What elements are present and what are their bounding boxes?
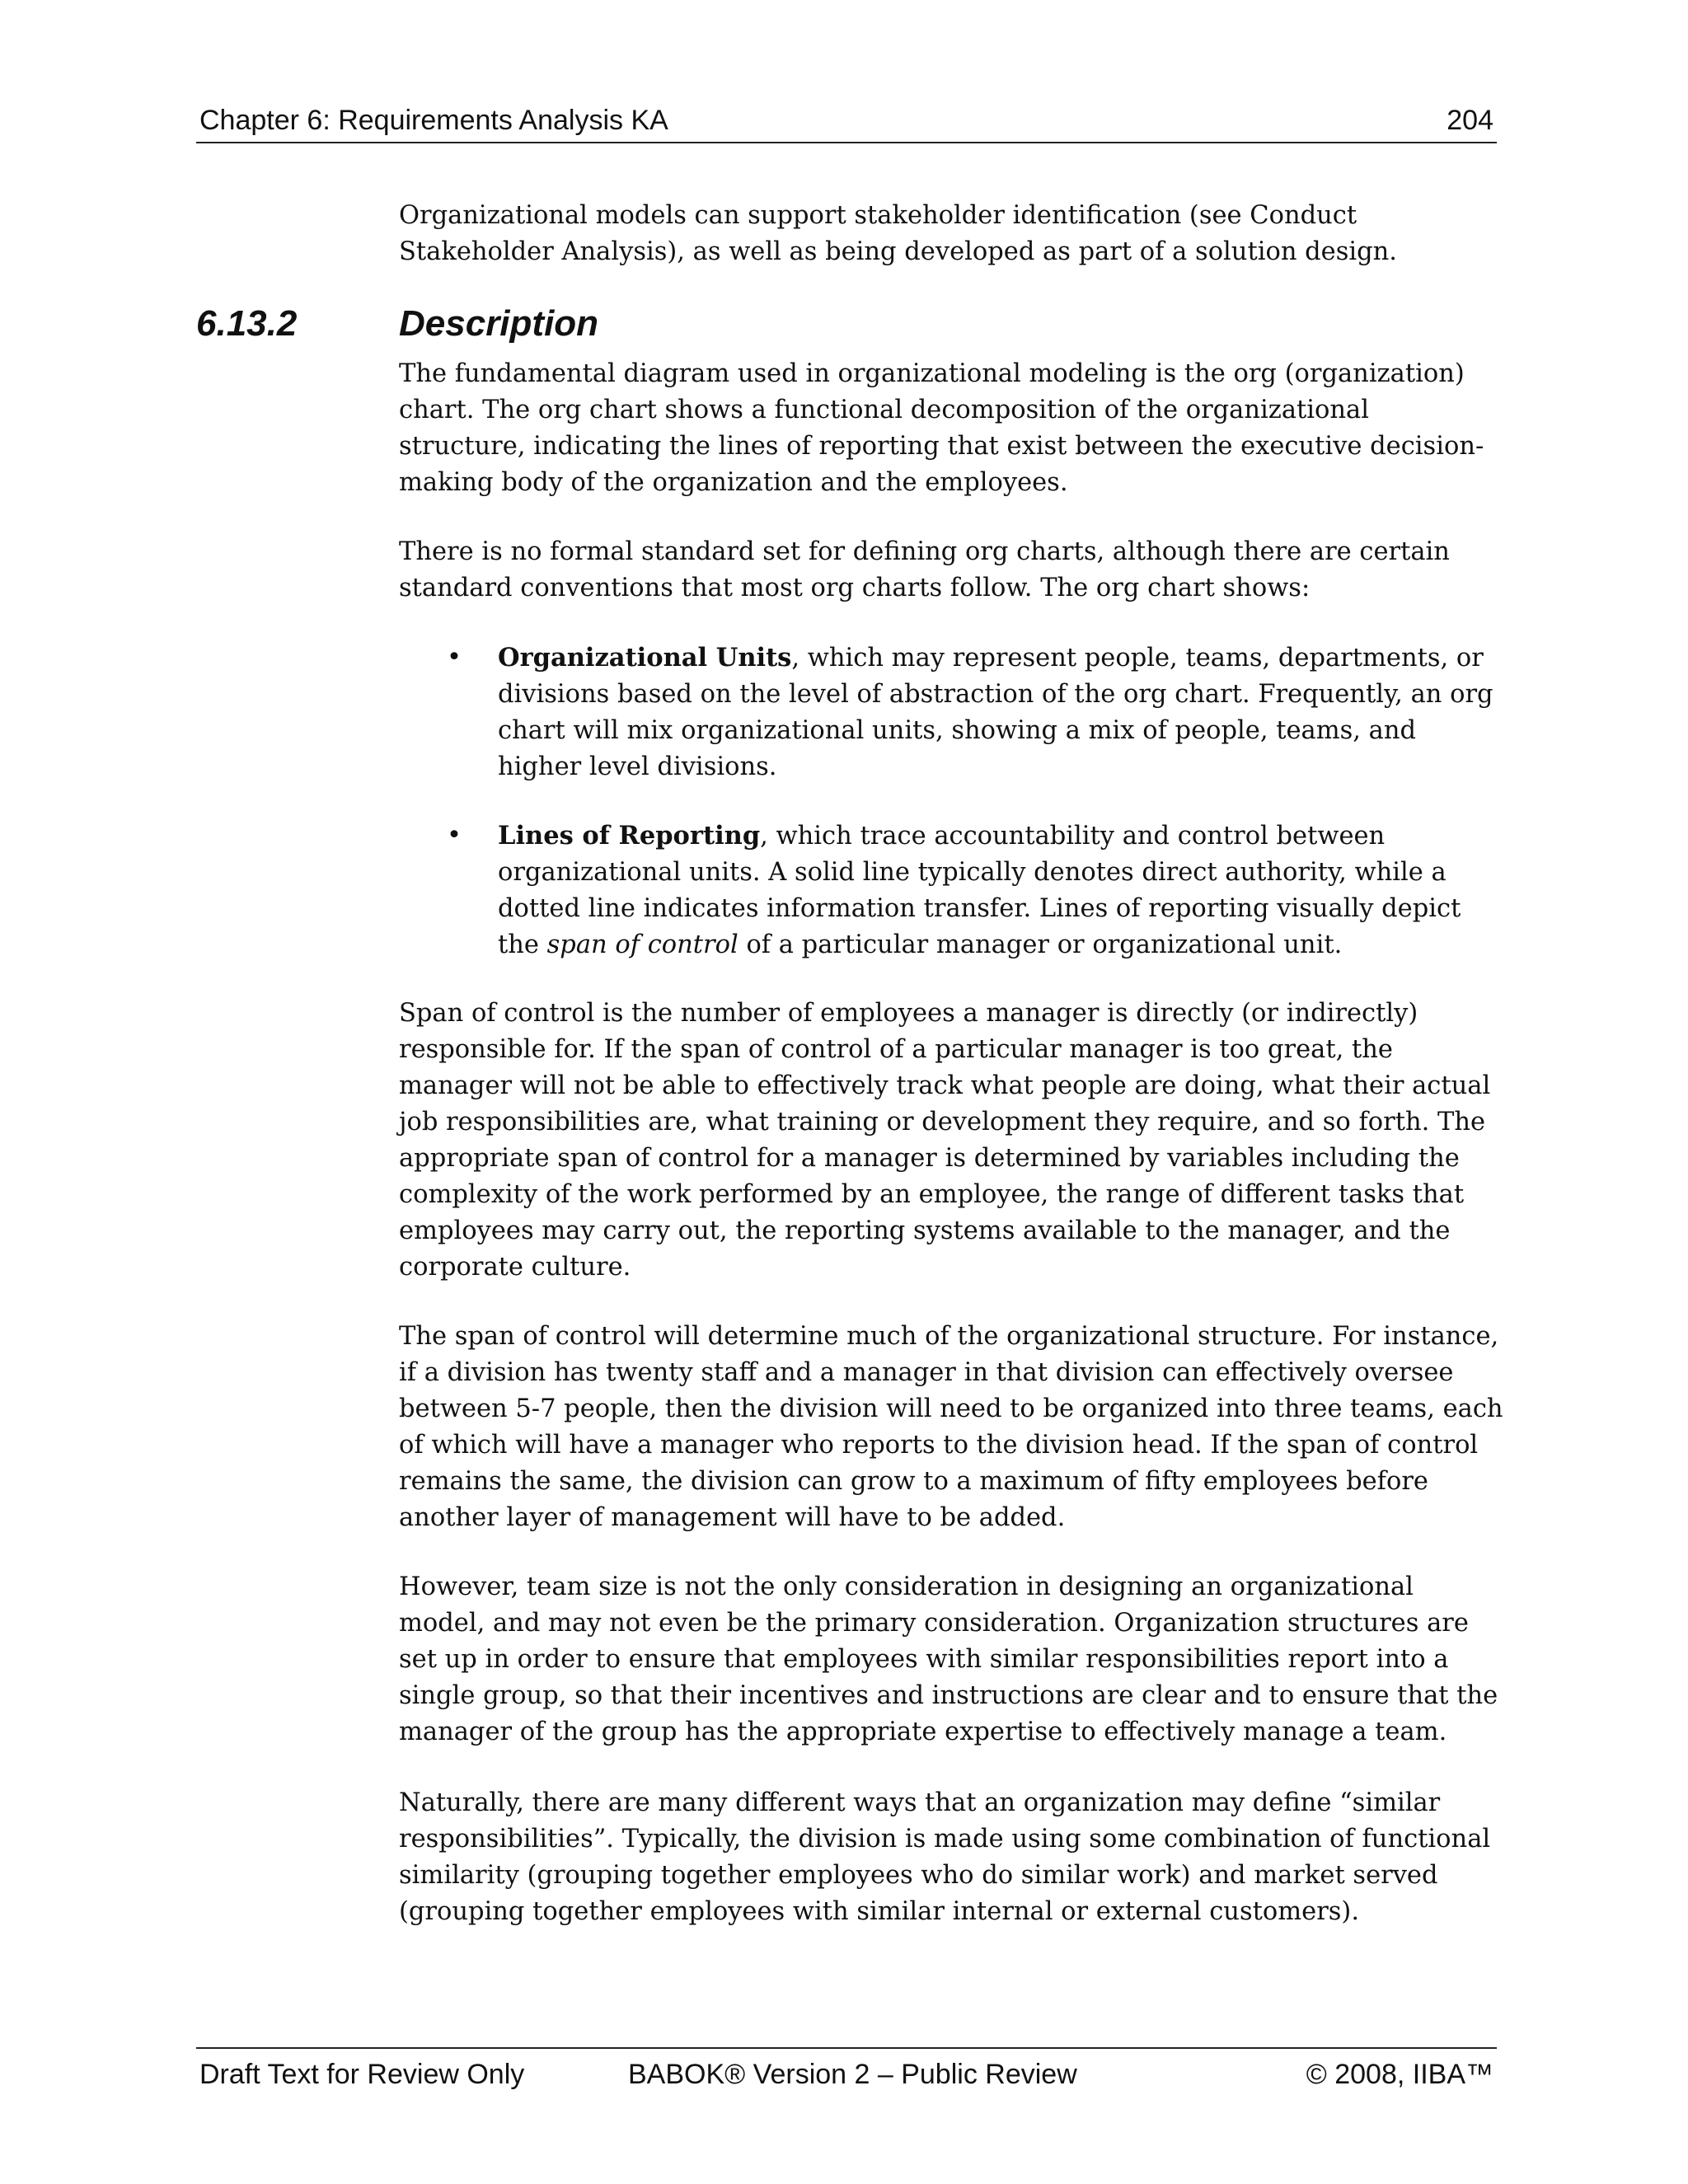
intro-paragraph <box>399 198 1503 270</box>
paragraph-text: The fundamental diagram used in organizational modeling is the org (organization) chart. The org chart shows a functional decomposition of the organizational structure, indicating the lines of reporting that exist between the executive decision-making body of the organization and the employees. <box>399 359 1484 497</box>
page-number: 204 <box>1447 105 1493 136</box>
paragraph-text: Naturally, there are many different ways that an organization may define “similar responsibilities”. Typically, the division is made using some combination of functional similarity (grouping together employees who do similar work) and market served (grouping together employees with similar internal or external customers). <box>399 1788 1491 1926</box>
paragraph-4 <box>399 1319 1503 1536</box>
paragraph-text: Span of control is the number of employees a manager is directly (or indirectly) responsible for. If the span of control of a particular manager is too great, the manager will not be able to effectively track what people are doing, what their actual job responsibilities are, what training or development they require, and so forth. The appropriate span of control for a manager is determined by variables including the complexity of the work performed by an employee, the range of different tasks that employees may carry out, the reporting systems available to the manager, and the corporate culture. <box>399 999 1491 1282</box>
page-header <box>196 97 1497 143</box>
bullet-italic: span of control <box>546 930 738 959</box>
bullet-item <box>399 640 1503 785</box>
bullet-text: , which may represent people, teams, departments, or divisions based on the level of abstraction of the org chart. Frequently, an org chart will mix organizational units, showing a mix of people, teams, and higher level divisions. <box>498 644 1493 781</box>
bullet-text: of a particular manager or organizational unit. <box>738 930 1343 959</box>
bullet-item <box>399 818 1503 963</box>
bullet-term: Lines of Reporting <box>498 821 761 851</box>
paragraph-5 <box>399 1569 1503 1750</box>
paragraph-1 <box>399 356 1503 501</box>
section-title: Description <box>399 303 599 344</box>
paragraph-2 <box>399 534 1503 607</box>
footer-copyright: © 2008, IIBA™ <box>1306 2059 1493 2090</box>
bullet-icon: • <box>447 643 462 672</box>
paragraph-3 <box>399 996 1503 1286</box>
intro-text: Organizational models can support stakeholder identification (see Conduct Stakeholder Analysis), as well as being developed as part of a solution design. <box>399 201 1398 266</box>
paragraph-6 <box>399 1785 1503 1930</box>
page-footer <box>196 2047 1497 2098</box>
bullet-text: , which trace accountability and control between organizational units. A solid line typically denotes direct authority, while a dotted line indicates information transfer. Lines of reporting visually depict the <box>498 822 1461 959</box>
chapter-title: Chapter 6: Requirements Analysis KA <box>199 105 668 136</box>
footer-version: BABOK® Version 2 – Public Review <box>628 2059 1077 2090</box>
section-number: 6.13.2 <box>196 303 298 344</box>
bullet-term: Organizational Units <box>498 643 792 673</box>
footer-draft-note: Draft Text for Review Only <box>199 2059 525 2090</box>
paragraph-text: The span of control will determine much of the organizational structure. For instance, if a division has twenty staff and a manager in that division can effectively oversee between 5-7 people, then the division will need to be organized into three teams, each of which will have a manager who reports to the division head. If the span of control remains the same, the division can grow to a maximum of fifty employees before another layer of management will have to be added. <box>399 1322 1503 1532</box>
paragraph-text: However, team size is not the only consideration in designing an organizational model, and may not even be the primary consideration. Organization structures are set up in order to ensure that employees with similar responsibilities report into a single group, so that their incentives and instructions are clear and to ensure that the manager of the group has the appropriate expertise to effectively manage a team. <box>399 1572 1498 1746</box>
bullet-icon: • <box>447 821 462 850</box>
paragraph-text: There is no formal standard set for defining org charts, although there are certain standard conventions that most org charts follow. The org chart shows: <box>399 537 1450 602</box>
